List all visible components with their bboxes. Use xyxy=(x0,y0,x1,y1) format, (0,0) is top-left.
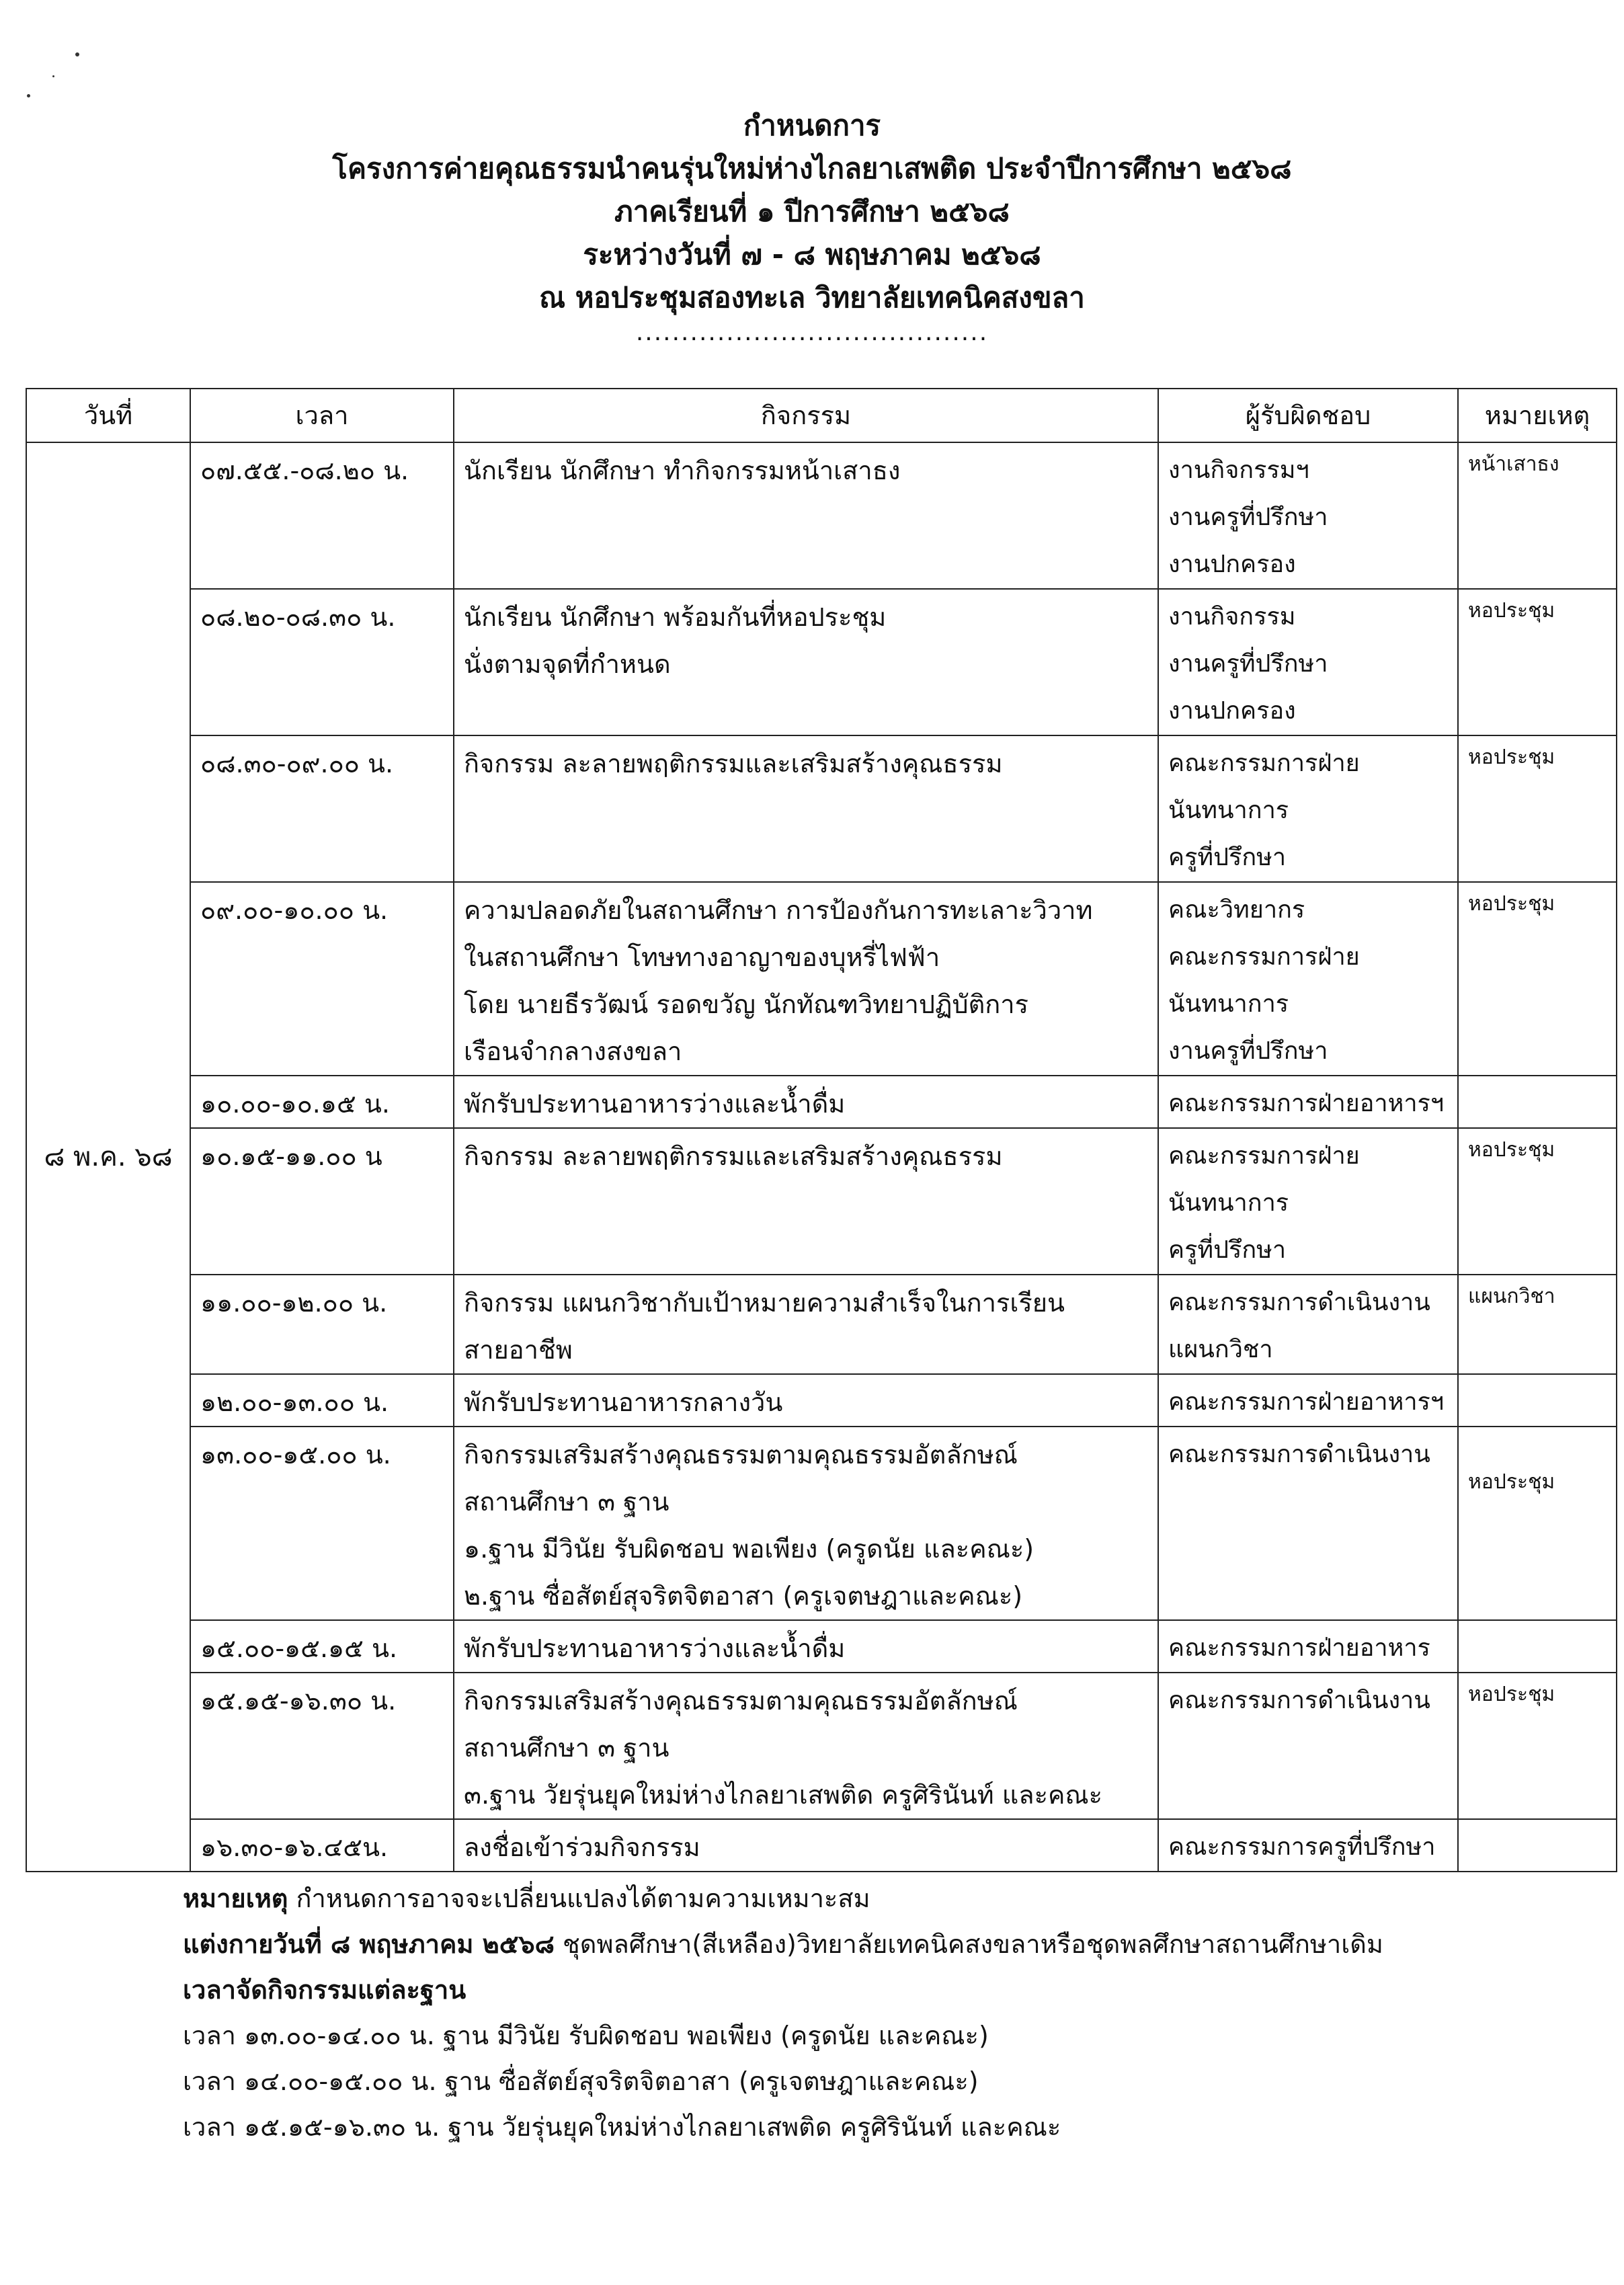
table-row xyxy=(26,735,1617,882)
time-cell: ๑๒.๐๐-๑๓.๐๐ น. xyxy=(190,1374,454,1427)
header-line-venue: ณ หอประชุมสองทะเล วิทยาลัยเทคนิคสงขลา xyxy=(539,281,1085,314)
activity-line: พักรับประทานอาหารกลางวัน xyxy=(464,1388,783,1417)
responsible-line: คณะกรรมการฝ่าย xyxy=(1168,943,1360,971)
station-line: เวลา ๑๓.๐๐-๑๔.๐๐ น. ฐาน มีวินัย รับผิดชอบ พอเพียง (ครูดนัย และคณะ) xyxy=(183,2021,989,2050)
activity-cell xyxy=(454,1275,1158,1374)
responsible-cell xyxy=(1158,1374,1458,1427)
time-cell: ๑๐.๑๕-๑๑.๐๐ น xyxy=(190,1128,454,1275)
responsible-line: คณะกรรมการฝ่าย xyxy=(1168,750,1360,777)
activity-line: เรือนจำกลางสงขลา xyxy=(464,1037,682,1066)
time-cell: ๑๑.๐๐-๑๒.๐๐ น. xyxy=(190,1275,454,1374)
responsible-line: งานครูที่ปรึกษา xyxy=(1168,504,1328,531)
activity-line: ในสถานศึกษา โทษทางอาญาของบุหรี่ไฟฟ้า xyxy=(464,943,940,972)
time-cell: ๑๓.๐๐-๑๕.๐๐ น. xyxy=(190,1427,454,1620)
responsible-line: คณะกรรมการดำเนินงาน xyxy=(1168,1289,1430,1316)
activity-cell xyxy=(454,1819,1158,1872)
activity-cell xyxy=(454,882,1158,1076)
activity-line: สายอาชีพ xyxy=(464,1335,573,1365)
note-cell: หน้าเสาธง xyxy=(1458,442,1617,589)
responsible-cell xyxy=(1158,882,1458,1076)
date-cell: ๘ พ.ค. ๖๘ xyxy=(26,442,190,1872)
time-cell: ๑๕.๐๐-๑๕.๑๕ น. xyxy=(190,1620,454,1673)
activity-line: สถานศึกษา ๓ ฐาน xyxy=(464,1733,669,1763)
table-row xyxy=(26,1076,1617,1128)
table-header-row xyxy=(26,389,1617,442)
header-responsible: ผู้รับผิดชอบ xyxy=(1158,389,1458,442)
time-cell: ๐๗.๕๕.-๐๘.๒๐ น. xyxy=(190,442,454,589)
dress-text: ชุดพลศึกษา(สีเหลือง)วิทยาลัยเทคนิคสงขลาหรือชุดพลศึกษาสถานศึกษาเดิม xyxy=(554,1929,1383,1959)
activity-line: ๒.ฐาน ซื่อสัตย์สุจริตจิตอาสา (ครูเจตษฎาและคณะ) xyxy=(464,1581,1023,1611)
responsible-line: งานครูที่ปรึกษา xyxy=(1168,1037,1328,1065)
note-cell xyxy=(1458,1620,1617,1673)
activity-line: กิจกรรม ละลายพฤติกรรมและเสริมสร้างคุณธรรม xyxy=(464,1141,1003,1171)
time-cell: ๐๙.๐๐-๑๐.๐๐ น. xyxy=(190,882,454,1076)
responsible-line: งานปกครอง xyxy=(1168,697,1296,725)
scan-speck xyxy=(52,75,54,77)
schedule-body xyxy=(26,442,1617,1872)
note-cell: แผนกวิชา xyxy=(1458,1275,1617,1374)
remark-text: กำหนดการอาจจะเปลี่ยนแปลงได้ตามความเหมาะสม xyxy=(288,1884,870,1913)
time-cell: ๐๘.๓๐-๐๙.๐๐ น. xyxy=(190,735,454,882)
table-row xyxy=(26,1427,1617,1620)
responsible-line: คณะวิทยากร xyxy=(1168,896,1305,924)
dress-label: แต่งกายวันที่ ๘ พฤษภาคม ๒๕๖๘ xyxy=(183,1929,555,1959)
activity-line: กิจกรรมเสริมสร้างคุณธรรมตามคุณธรรมอัตลักษณ์ xyxy=(464,1686,1018,1716)
responsible-cell xyxy=(1158,1427,1458,1620)
activity-cell xyxy=(454,1128,1158,1275)
table-row xyxy=(26,1819,1617,1872)
header-activity: กิจกรรม xyxy=(454,389,1158,442)
table-row xyxy=(26,1673,1617,1819)
responsible-line: งานครูที่ปรึกษา xyxy=(1168,650,1328,678)
remark-line xyxy=(183,1876,1383,1921)
activity-cell xyxy=(454,589,1158,735)
responsible-line: ครูที่ปรึกษา xyxy=(1168,1236,1287,1264)
responsible-line: งานกิจกรรม xyxy=(1168,603,1296,631)
responsible-cell xyxy=(1158,442,1458,589)
activity-line: สถานศึกษา ๓ ฐาน xyxy=(464,1487,669,1517)
activity-line: โดย นายธีรวัฒน์ รอดขวัญ นักทัณฑวิทยาปฏิบัติการ xyxy=(464,990,1029,1019)
time-cell: ๑๖.๓๐-๑๖.๔๕น. xyxy=(190,1819,454,1872)
station-line: เวลา ๑๕.๑๕-๑๖.๓๐ น. ฐาน วัยรุ่นยุคใหม่ห่างไกลยาเสพติด ครูศิรินันท์ และคณะ xyxy=(183,2112,1061,2142)
responsible-cell xyxy=(1158,589,1458,735)
note-cell xyxy=(1458,1374,1617,1427)
responsible-cell xyxy=(1158,1076,1458,1128)
activity-cell xyxy=(454,442,1158,589)
dress-line xyxy=(183,1921,1383,1967)
note-cell xyxy=(1458,1819,1617,1872)
schedule-table xyxy=(26,388,1617,1872)
activity-line: พักรับประทานอาหารว่างและน้ำดื่ม xyxy=(464,1089,846,1119)
responsible-cell xyxy=(1158,1819,1458,1872)
note-cell: หอประชุม xyxy=(1458,1427,1617,1620)
document-header xyxy=(0,104,1624,346)
table-row xyxy=(26,1128,1617,1275)
table-row xyxy=(26,1374,1617,1427)
responsible-line: คณะกรรมการฝ่าย xyxy=(1168,1142,1360,1170)
activity-line: ๓.ฐาน วัยรุ่นยุคใหม่ห่างไกลยาเสพติด ครูศิรินันท์ และคณะ xyxy=(464,1780,1103,1810)
scan-speck xyxy=(27,94,30,97)
activity-line: พักรับประทานอาหารว่างและน้ำดื่ม xyxy=(464,1634,846,1663)
activity-line: กิจกรรมเสริมสร้างคุณธรรมตามคุณธรรมอัตลักษณ์ xyxy=(464,1440,1018,1470)
responsible-cell xyxy=(1158,1128,1458,1275)
activity-cell xyxy=(454,1427,1158,1620)
responsible-line: นันทนาการ xyxy=(1168,990,1289,1018)
table-row xyxy=(26,882,1617,1076)
activity-line: กิจกรรม ละลายพฤติกรรมและเสริมสร้างคุณธรรม xyxy=(464,749,1003,778)
note-cell: หอประชุม xyxy=(1458,589,1617,735)
note-cell xyxy=(1458,1076,1617,1128)
activity-line: นั่งตามจุดที่กำหนด xyxy=(464,649,671,679)
responsible-line: คณะกรรมการฝ่ายอาหารฯ xyxy=(1168,1090,1445,1117)
header-note: หมายเหตุ xyxy=(1458,389,1617,442)
header-line-project: โครงการค่ายคุณธรรมนำคนรุ่นใหม่ห่างไกลยาเสพติด ประจำปีการศึกษา ๒๕๖๘ xyxy=(332,152,1292,185)
activity-line: นักเรียน นักศึกษา พร้อมกันที่หอประชุม xyxy=(464,602,887,632)
activity-line: ลงชื่อเข้าร่วมกิจกรรม xyxy=(464,1833,700,1862)
table-row xyxy=(26,1620,1617,1673)
responsible-line: งานปกครอง xyxy=(1168,551,1296,578)
note-cell: หอประชุม xyxy=(1458,882,1617,1076)
remark-label: หมายเหตุ xyxy=(183,1884,288,1913)
stations-title: เวลาจัดกิจกรรมแต่ละฐาน xyxy=(183,1975,466,2005)
header-line-semester: ภาคเรียนที่ ๑ ปีการศึกษา ๒๕๖๘ xyxy=(614,195,1010,228)
header-line-title: กำหนดการ xyxy=(743,109,881,142)
table-row xyxy=(26,589,1617,735)
note-cell: หอประชุม xyxy=(1458,1673,1617,1819)
note-cell: หอประชุม xyxy=(1458,1128,1617,1275)
responsible-line: นันทนาการ xyxy=(1168,797,1289,824)
activity-cell xyxy=(454,1374,1158,1427)
table-row xyxy=(26,442,1617,589)
activity-line: ๑.ฐาน มีวินัย รับผิดชอบ พอเพียง (ครูดนัย และคณะ) xyxy=(464,1534,1034,1564)
footer-notes xyxy=(183,1876,1383,2150)
time-cell: ๑๐.๐๐-๑๐.๑๕ น. xyxy=(190,1076,454,1128)
responsible-line: คณะกรรมการดำเนินงาน xyxy=(1168,1441,1430,1468)
responsible-cell xyxy=(1158,1275,1458,1374)
activity-line: ความปลอดภัยในสถานศึกษา การป้องกันการทะเลาะวิวาท xyxy=(464,895,1093,925)
responsible-line: งานกิจกรรมฯ xyxy=(1168,456,1309,484)
responsible-line: แผนกวิชา xyxy=(1168,1336,1273,1363)
responsible-line: นันทนาการ xyxy=(1168,1189,1289,1217)
responsible-line: ครูที่ปรึกษา xyxy=(1168,844,1287,871)
responsible-line: คณะกรรมการฝ่ายอาหารฯ xyxy=(1168,1388,1445,1416)
responsible-cell xyxy=(1158,735,1458,882)
scan-speck xyxy=(75,52,79,56)
activity-line: นักเรียน นักศึกษา ทำกิจกรรมหน้าเสาธง xyxy=(464,456,901,485)
header-line-dates: ระหว่างวันที่ ๗ - ๘ พฤษภาคม ๒๕๖๘ xyxy=(583,238,1041,271)
activity-cell xyxy=(454,1076,1158,1128)
responsible-line: คณะกรรมการครูที่ปรึกษา xyxy=(1168,1833,1436,1861)
activity-cell xyxy=(454,1673,1158,1819)
activity-cell xyxy=(454,735,1158,882)
responsible-cell xyxy=(1158,1620,1458,1673)
header-date: วันที่ xyxy=(26,389,190,442)
header-divider-dots: ....................................... xyxy=(635,319,989,346)
table-row xyxy=(26,1275,1617,1374)
responsible-line: คณะกรรมการดำเนินงาน xyxy=(1168,1687,1430,1714)
time-cell: ๐๘.๒๐-๐๘.๓๐ น. xyxy=(190,589,454,735)
activity-cell xyxy=(454,1620,1158,1673)
note-cell: หอประชุม xyxy=(1458,735,1617,882)
station-line: เวลา ๑๔.๐๐-๑๕.๐๐ น. ฐาน ซื่อสัตย์สุจริตจิตอาสา (ครูเจตษฎาและคณะ) xyxy=(183,2067,979,2096)
header-time: เวลา xyxy=(190,389,454,442)
time-cell: ๑๕.๑๕-๑๖.๓๐ น. xyxy=(190,1673,454,1819)
responsible-cell xyxy=(1158,1673,1458,1819)
activity-line: กิจกรรม แผนกวิชากับเป้าหมายความสำเร็จในการเรียน xyxy=(464,1288,1065,1318)
responsible-line: คณะกรรมการฝ่ายอาหาร xyxy=(1168,1634,1430,1662)
